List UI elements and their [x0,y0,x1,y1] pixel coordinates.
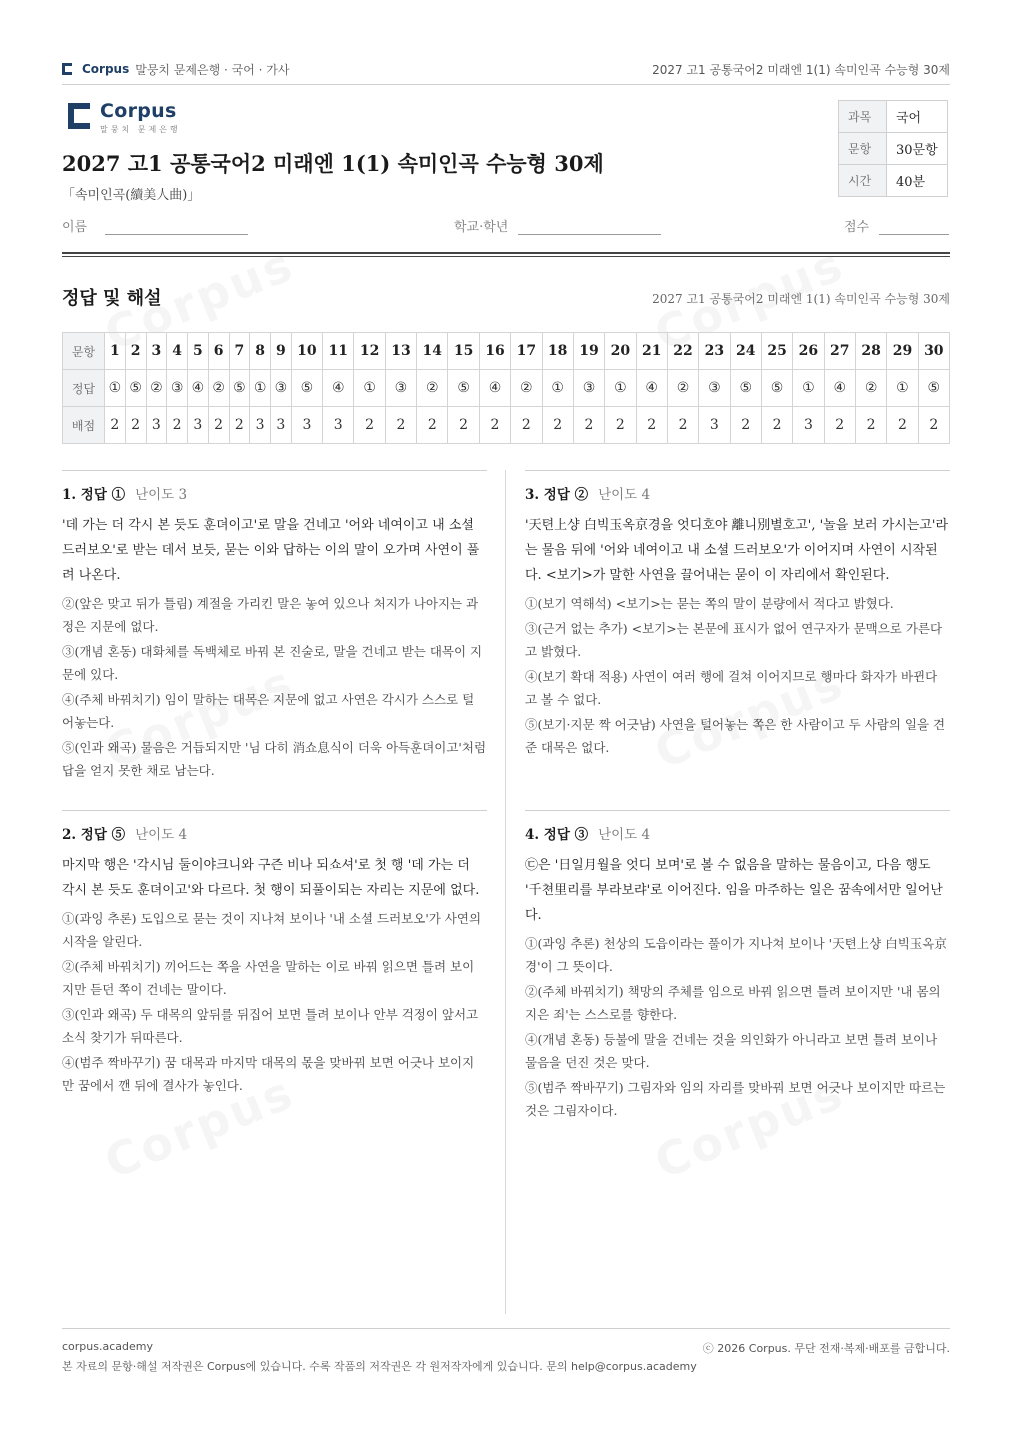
answer-key: ③ [573,370,604,407]
name-field[interactable] [62,216,248,235]
row-header: 정답 [63,370,105,407]
answer-points: 2 [511,407,542,444]
row-header: 문항 [63,333,105,370]
answer-key: ② [208,370,229,407]
q-option: ①(보기 역해석) <보기>는 묻는 쪽의 말이 분량에서 적다고 밝혔다. [525,596,894,611]
q-main: 마지막 행은 '각시님 둘이야크니와 구즌 비나 되쇼셔'로 첫 행 '데 가는 더 각시 본 듯도 훈뎌이고'와 다르다. 첫 행이 되풀이되는 자리는 지문에 없다. [62,858,480,898]
answer-points: 2 [385,407,416,444]
answer-number: 22 [667,333,698,370]
answer-points: 2 [855,407,886,444]
answer-number: 9 [271,333,292,370]
meta-table [838,100,948,197]
q-difficulty: 난이도 3 [135,487,188,503]
answer-number: 16 [479,333,510,370]
q-difficulty: 난이도 4 [598,487,651,503]
column-divider [505,470,506,1314]
q-option: ⑤(보기·지문 짝 어긋남) 사연을 털어놓는 쪽은 한 사람이고 두 사람의 일을 견준 대목은 없다. [525,717,946,755]
score-field[interactable] [844,216,949,235]
answer-points: 2 [887,407,918,444]
answer-number: 20 [605,333,636,370]
footer-copyright: ⓒ 2026 Corpus. 무단 전재·복제·배포를 금합니다. [702,1342,950,1355]
q-difficulty: 난이도 4 [135,827,188,843]
q-option: ④(개념 혼동) 등불에 말을 건네는 것을 의인화가 아니라고 보면 틀려 보이나 물음을 던진 것은 맞다. [525,1032,938,1070]
q-option: ②(주체 바꿔치기) 끼어드는 쪽을 사연을 말하는 이로 바꿔 읽으면 틀려 보이지만 듣던 쪽이 건네는 말이다. [62,959,475,997]
answer-number: 11 [323,333,354,370]
explanation-q3 [525,484,949,759]
answer-number: 18 [542,333,573,370]
divider [62,84,950,85]
top-brand: Corpus [82,62,130,76]
answer-number: 28 [855,333,886,370]
logo [68,100,181,135]
answer-number: 12 [354,333,385,370]
answer-number: 17 [511,333,542,370]
divider [525,470,950,471]
header-divider [62,252,950,257]
answer-points: 2 [667,407,698,444]
answer-key: ② [855,370,886,407]
divider [62,470,487,471]
meta-key: 과목 [839,101,887,133]
divider [62,810,487,811]
answer-number: 7 [229,333,250,370]
answer-key: ⑤ [761,370,792,407]
answer-number: 1 [105,333,126,370]
answer-points: 2 [542,407,573,444]
answer-points: 3 [188,407,209,444]
answer-points: 3 [323,407,354,444]
answer-points: 2 [605,407,636,444]
answer-key: ② [417,370,448,407]
answer-number: 26 [793,333,824,370]
corpus-logo-icon [62,63,72,75]
explanation-q1 [62,484,486,782]
student-fields [62,216,950,238]
answer-number: 29 [887,333,918,370]
answer-points: 3 [291,407,322,444]
page-title: 2027 고1 공통국어2 미래엔 1(1) 속미인곡 수능형 30제 [62,151,604,176]
answer-points: 2 [125,407,146,444]
logo-name: Corpus [100,100,177,122]
q-option: ⑤(인과 왜곡) 물음은 거듭되지만 '님 다히 消쇼息식이 더욱 아득훈뎌이고'처럼 답을 얻지 못한 채로 남는다. [62,740,487,778]
section-title: 정답 및 해설 [62,288,162,309]
answer-key: ② [146,370,167,407]
meta-value: 국어 [887,101,948,133]
q-option: ③(인과 왜곡) 두 대목의 앞뒤를 뒤집어 보면 틀려 보이나 안부 걱정이 앞서고 소식 찾기가 뒤따른다. [62,1007,479,1045]
q-option: ③(근거 없는 추가) <보기>는 본문에 표시가 없어 연구자가 문맥으로 가른다고 밝혔다. [525,621,943,659]
answer-points: 2 [824,407,855,444]
answer-points: 2 [417,407,448,444]
answer-points: 3 [250,407,271,444]
explanation-q2 [62,824,486,1097]
divider [525,810,950,811]
answer-key: ② [511,370,542,407]
q-option: ③(개념 혼동) 대화체를 독백체로 바꿔 본 진술로, 말을 건네고 받는 대목이 지문에 있다. [62,644,483,682]
answer-number: 4 [167,333,188,370]
answer-number: 3 [146,333,167,370]
top-bar [62,58,950,80]
answer-key: ⑤ [918,370,949,407]
answer-key: ④ [824,370,855,407]
school-field[interactable] [454,216,661,235]
section-doc-title: 2027 고1 공통국어2 미래엔 1(1) 속미인곡 수능형 30제 [652,292,950,306]
answer-key: ③ [271,370,292,407]
q-option: ⑤(범주 짝바꾸기) 그림자와 임의 자리를 맞바꿔 보면 어긋나 보이지만 따르는 것은 그림자이다. [525,1080,946,1118]
q-head: 4. 정답 ③ [525,827,589,843]
answer-key: ① [605,370,636,407]
answer-key: ④ [323,370,354,407]
top-doc-title: 2027 고1 공통국어2 미래엔 1(1) 속미인곡 수능형 30제 [652,62,950,77]
answer-number: 27 [824,333,855,370]
footer-site-link[interactable]: corpus.academy [62,1340,153,1353]
answer-points: 2 [105,407,126,444]
answer-points: 2 [167,407,188,444]
answer-key: ③ [699,370,730,407]
answer-key: ⑤ [448,370,479,407]
answer-number: 19 [573,333,604,370]
answer-key: ⑤ [730,370,761,407]
answer-number: 14 [417,333,448,370]
score-label: 점수 [844,220,870,235]
answer-points: 3 [271,407,292,444]
answer-number: 5 [188,333,209,370]
answer-points: 2 [229,407,250,444]
answer-points: 2 [761,407,792,444]
q-option: ④(주체 바꿔치기) 임이 말하는 대목은 지문에 없고 사연은 각시가 스스로 털어놓는다. [62,692,475,730]
answer-key: ③ [385,370,416,407]
answer-number: 8 [250,333,271,370]
footer [62,1340,950,1356]
answer-key: ⑤ [229,370,250,407]
answer-points: 3 [699,407,730,444]
answer-number: 30 [918,333,949,370]
answer-points: 3 [793,407,824,444]
q-option: ①(과잉 추론) 천상의 도읍이라는 풀이가 지나쳐 보이나 '天텬上샹 白빅玉옥京경'이 그 뜻이다. [525,936,947,974]
answer-points: 2 [354,407,385,444]
q-main: ㉢은 '日일月월을 엇디 보며'로 볼 수 없음을 말하는 물음이고, 다음 행도 '千쳔里리를 부라보랴'로 이어진다. 임을 마주하는 일은 꿈속에서만 일어난다. [525,858,943,923]
page-subtitle: 「속미인곡(續美人曲)」 [62,188,201,203]
answer-points: 2 [636,407,667,444]
meta-value: 40분 [887,165,948,197]
name-line[interactable] [105,217,248,235]
q-main: '天텬上샹 白빅玉옥京경을 엇디호야 離니別별호고', '놀을 보러 가시는고'라는 물음 뒤에 '어와 네여이고 내 소셜 드러보오'가 이어지며 사연이 시작된다. <보기>가 말한 사연을 끌어내는 묻이 이 자리에서 확인된다. [525,518,949,583]
answer-points: 2 [573,407,604,444]
answer-number: 10 [291,333,322,370]
footer-divider [62,1328,950,1329]
answer-number: 21 [636,333,667,370]
answer-key: ① [250,370,271,407]
meta-key: 시간 [839,165,887,197]
answer-key: ⑤ [125,370,146,407]
meta-value: 30문항 [887,133,948,165]
q-option: ②(앞은 맞고 뒤가 틀림) 계절을 가리킨 말은 놓여 있으나 처지가 나아지는 과정은 지문에 없다. [62,596,479,634]
answer-number: 13 [385,333,416,370]
school-label: 학교·학년 [454,220,509,235]
answer-key: ① [887,370,918,407]
answer-key: ③ [167,370,188,407]
answer-key: ① [354,370,385,407]
answer-key: ⑤ [291,370,322,407]
answer-key: ④ [636,370,667,407]
answer-number: 23 [699,333,730,370]
answer-points: 3 [146,407,167,444]
answer-number: 25 [761,333,792,370]
answer-number: 24 [730,333,761,370]
answer-points: 2 [448,407,479,444]
explanation-q4 [525,824,949,1122]
meta-key: 문항 [839,133,887,165]
q-option: ④(보기 확대 적용) 사연이 여러 행에 걸쳐 이어지므로 행마다 화자가 바뀐다고 볼 수 없다. [525,669,938,707]
school-line[interactable] [518,217,661,235]
answer-points: 2 [918,407,949,444]
q-option: ④(범주 짝바꾸기) 꿈 대목과 마지막 대목의 몫을 맞바꿔 보면 어긋나 보이지만 꿈에서 깬 뒤에 결사가 놓인다. [62,1055,475,1093]
answer-key: ① [105,370,126,407]
answer-number: 2 [125,333,146,370]
score-line[interactable] [879,217,949,235]
answer-key: ④ [479,370,510,407]
answer-points: 2 [479,407,510,444]
top-category: 말뭉치 문제은행 · 국어 · 가사 [135,62,290,77]
q-head: 2. 정답 ⑤ [62,827,126,843]
name-label: 이름 [62,220,88,235]
answer-table [62,332,950,444]
answer-number: 6 [208,333,229,370]
q-head: 1. 정답 ① [62,487,126,503]
logo-sub: 말뭉치 문제은행 [100,125,181,134]
answer-key: ② [667,370,698,407]
answer-points: 2 [730,407,761,444]
answer-key: ① [793,370,824,407]
answer-number: 15 [448,333,479,370]
q-difficulty: 난이도 4 [598,827,651,843]
q-main: '데 가는 더 각시 본 듯도 훈뎌이고'로 말을 건네고 '어와 네여이고 내 소셜 드러보오'로 받는 데서 보듯, 묻는 이와 답하는 이의 말이 오가며 사연이 풀려 나온다. [62,518,480,583]
q-option: ②(주체 바꿔치기) 책망의 주체를 임으로 바꿔 읽으면 틀려 보이지만 '내 몸의 지은 죄'는 스스로를 향한다. [525,984,941,1022]
answer-key: ① [542,370,573,407]
corpus-logo-icon [68,103,90,129]
q-head: 3. 정답 ② [525,487,589,503]
q-option: ①(과잉 추론) 도입으로 묻는 것이 지나쳐 보이나 '내 소셜 드러보오'가 사연의 시작을 알린다. [62,911,482,949]
answer-points: 2 [208,407,229,444]
answer-key: ④ [188,370,209,407]
row-header: 배점 [63,407,105,444]
footer-notice: 본 자료의 문항·해설 저작권은 Corpus에 있습니다. 수록 작품의 저작권은 각 원저작자에게 있습니다. 문의 help@corpus.academy [62,1360,697,1373]
